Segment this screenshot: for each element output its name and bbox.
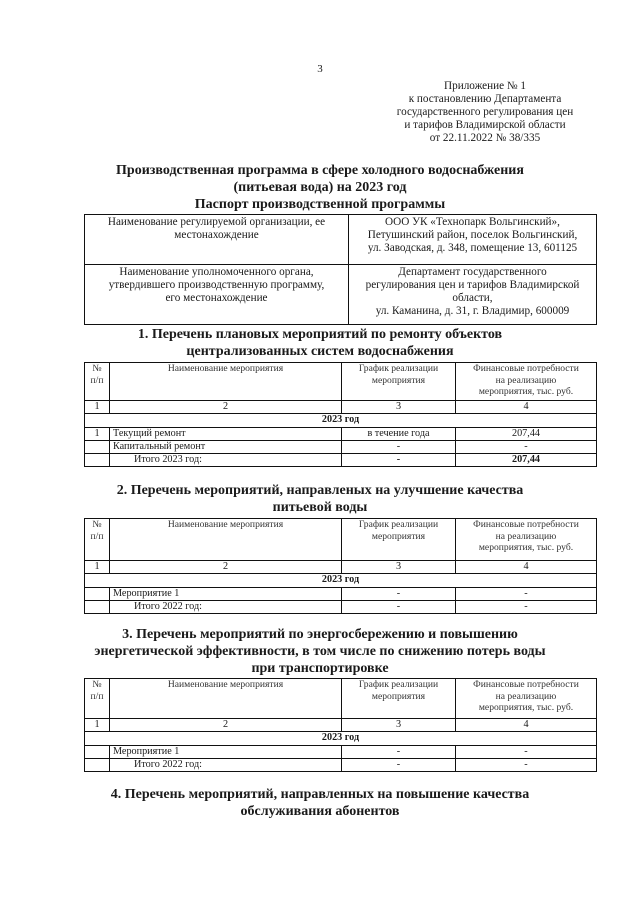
page-number: 3	[317, 63, 323, 75]
water-quality-table	[84, 518, 597, 614]
column-number-row: 1 2 3 4	[85, 561, 597, 574]
table-row	[85, 215, 597, 265]
passport-table	[84, 214, 597, 325]
section-heading: 3. Перечень мероприятий по энергосбережению и повышению энергетической эффективности, в том числе по снижению потерь воды при транспортировке	[94, 627, 546, 676]
table-row: Мероприятие 1 - -	[85, 587, 597, 600]
table-header-row: № п/п Наименование мероприятия График реализации мероприятия Финансовые потребности на реализацию мероприятия, тыс. руб.	[85, 519, 597, 561]
title-line: Паспорт производственной программы	[194, 197, 446, 212]
table-row: Мероприятие 1 - -	[85, 745, 597, 758]
title-line: (питьевая вода) на 2023 год	[233, 180, 407, 195]
passport-label: Наименование уполномоченного органа, утвердившего производственную программу, его местонахождение	[85, 265, 349, 325]
column-number-row: 1 2 3 4	[85, 401, 597, 414]
table-header-row: № п/п Наименование мероприятия График реализации мероприятия Финансовые потребности на реализацию мероприятия, тыс. руб.	[85, 679, 597, 719]
appendix-line: и тарифов Владимирской области	[404, 119, 566, 131]
title-line: Производственная программа в сфере холодного водоснабжения	[116, 163, 524, 178]
table-row	[85, 265, 597, 325]
year-row: 2023 год	[85, 573, 597, 587]
table-row: 1 Текущий ремонт в течение года 207,44	[85, 427, 597, 440]
appendix-line: Приложение № 1	[444, 80, 526, 92]
table-row: Капитальный ремонт - -	[85, 440, 597, 453]
repair-table	[84, 362, 597, 467]
appendix-line: государственного регулирования цен	[396, 106, 574, 118]
total-row: Итого 2022 год: - -	[85, 600, 597, 613]
appendix-line: от 22.11.2022 № 38/335	[429, 132, 541, 144]
year-row: 2023 год	[85, 413, 597, 427]
year-row: 2023 год	[85, 731, 597, 745]
column-number-row: 1 2 3 4	[85, 719, 597, 732]
document-title	[60, 162, 580, 213]
passport-value: Департамент государственного регулирования цен и тарифов Владимирской области, ул. Каманина, д. 31, г. Владимир, 600009	[349, 265, 597, 325]
table-header-row: № п/п Наименование мероприятия График реализации мероприятия Финансовые потребности на реализацию мероприятия, тыс. руб.	[85, 363, 597, 401]
section-heading: 1. Перечень плановых мероприятий по ремонту объектов централизованных систем водоснабжения	[137, 327, 503, 359]
appendix-note	[380, 80, 590, 145]
section-heading: 2. Перечень мероприятий, направленых на улучшение качества питьевой воды	[116, 483, 524, 515]
section-heading: 4. Перечень мероприятий, направленных на повышение качества обслуживания абонентов	[110, 787, 530, 819]
total-row: Итого 2023 год: - 207,44	[85, 453, 597, 466]
energy-saving-table	[84, 678, 597, 772]
passport-value: ООО УК «Технопарк Вольгинский», Петушинский район, поселок Вольгинский, ул. Заводская, д. 348, помещение 13, 601125	[349, 215, 597, 265]
total-row: Итого 2022 год: - -	[85, 758, 597, 771]
appendix-line: к постановлению Департамента	[408, 93, 562, 105]
passport-label: Наименование регулируемой организации, ее местонахождение	[85, 215, 349, 265]
